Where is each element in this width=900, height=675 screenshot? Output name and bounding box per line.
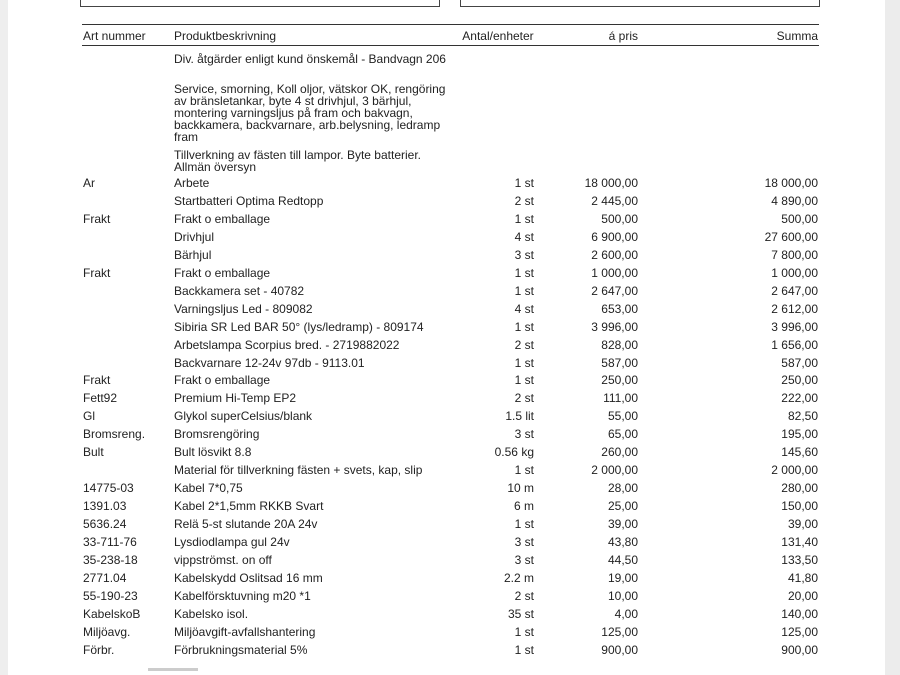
cell-sum: 27 600,00 xyxy=(764,229,818,244)
cell-qty: 1 st xyxy=(514,624,534,639)
cell-qty: 1 st xyxy=(514,211,534,226)
cell-sum: 150,00 xyxy=(781,499,818,514)
cell-price: 25,00 xyxy=(607,499,638,514)
header-art-number: Art nummer xyxy=(83,29,146,43)
cell-art: 5636.24 xyxy=(83,517,127,532)
cell-price: 653,00 xyxy=(601,301,638,316)
cell-qty: 3 st xyxy=(514,535,534,549)
cell-art: 35-238-18 xyxy=(83,552,138,567)
cell-qty: 1 st xyxy=(514,176,534,190)
cell-qty: 2.2 m xyxy=(503,570,534,585)
note-job-description: Div. åtgärder enligt kund önskemål - Bandvagn 206 xyxy=(174,52,446,66)
cell-qty: 2 st xyxy=(514,337,534,352)
cell-qty: 4 st xyxy=(514,301,534,316)
cell-qty: 3 st xyxy=(514,247,534,262)
cell-art: Gl xyxy=(83,409,95,424)
cell-price: 1 000,00 xyxy=(591,265,638,280)
cell-sum: 39,00 xyxy=(787,517,818,532)
cell-desc: Bärhjul xyxy=(174,247,212,262)
cell-qty: 1 st xyxy=(514,517,534,532)
address-box-left xyxy=(80,0,440,7)
cell-desc: Bult lösvikt 8.8 xyxy=(174,445,252,460)
cell-sum: 2 612,00 xyxy=(771,301,818,316)
cell-art: Bult xyxy=(83,445,104,460)
cell-sum: 2 647,00 xyxy=(771,283,818,298)
cell-sum: 133,50 xyxy=(781,552,818,567)
cell-sum: 140,00 xyxy=(781,606,818,621)
cell-price: 3 996,00 xyxy=(591,319,638,334)
cell-qty: 1 st xyxy=(514,463,534,478)
table-header-rule xyxy=(82,45,819,46)
cell-sum: 587,00 xyxy=(781,355,818,370)
cell-art: Frakt xyxy=(83,265,111,280)
cell-desc: Glykol superCelsius/blank xyxy=(174,409,313,424)
cell-price: 111,00 xyxy=(603,391,638,406)
cell-qty: 3 st xyxy=(514,427,534,442)
cell-desc: vippströmst. on off xyxy=(174,552,272,567)
cell-art: 55-190-23 xyxy=(83,588,138,603)
cell-desc: Kabel 7*0,75 xyxy=(174,481,243,496)
cell-sum: 250,00 xyxy=(781,373,818,388)
cell-sum: 125,00 xyxy=(781,624,818,639)
cell-price: 2 000,00 xyxy=(591,463,638,478)
cell-price: 2 445,00 xyxy=(591,193,638,208)
cell-sum: 222,00 xyxy=(781,391,818,406)
table-top-rule xyxy=(82,24,819,25)
cell-desc: Lysdiodlampa gul 24v xyxy=(174,535,290,549)
cell-price: 587,00 xyxy=(601,355,638,370)
header-description: Produktbeskrivning xyxy=(174,29,277,43)
cell-desc: Kabelsko isol. xyxy=(174,606,249,621)
cell-price: 28,00 xyxy=(607,481,638,496)
cell-sum: 41,80 xyxy=(787,570,818,585)
cell-price: 900,00 xyxy=(601,642,638,657)
cell-art: Fett92 xyxy=(83,391,118,406)
cell-qty: 4 st xyxy=(514,229,534,244)
cell-sum: 195,00 xyxy=(781,427,818,442)
cell-qty: 1 st xyxy=(514,283,534,298)
cell-desc: Kabel 2*1,5mm RKKB Svart xyxy=(174,499,324,514)
cell-price: 2 647,00 xyxy=(591,283,638,298)
address-box-right xyxy=(460,0,820,7)
cell-desc: Drivhjul xyxy=(174,229,215,244)
cell-qty: 6 m xyxy=(513,499,534,514)
cell-sum: 500,00 xyxy=(781,211,818,226)
cell-desc: Backkamera set - 40782 xyxy=(174,283,305,298)
cell-price: 55,00 xyxy=(607,409,638,424)
cell-desc: Material för tillverkning fästen + svets, kap, slip xyxy=(174,463,423,478)
cell-desc: Arbetslampa Scorpius bred. - 2719882022 xyxy=(174,337,400,352)
cell-qty: 35 st xyxy=(507,606,534,621)
viewer-margin xyxy=(885,0,900,675)
cell-art: 14775-03 xyxy=(83,481,134,496)
invoice-page xyxy=(8,0,885,675)
cell-price: 6 900,00 xyxy=(591,229,638,244)
cell-price: 125,00 xyxy=(601,624,638,639)
cell-art: 33-711-76 xyxy=(83,535,137,549)
cell-sum: 2 000,00 xyxy=(771,463,818,478)
cell-desc: Backvarnare 12-24v 97db - 9113.01 xyxy=(174,355,365,370)
cell-desc: Bromsrengöring xyxy=(174,427,260,442)
cell-qty: 1 st xyxy=(514,355,534,370)
cell-art: 1391.03 xyxy=(83,499,127,514)
cell-desc: Kabelskydd Oslitsad 16 mm xyxy=(174,570,323,585)
header-sum: Summa xyxy=(776,29,818,43)
note-fabrication: Tillverkning av fästen till lampor. Byte batterier. Allmän översyn xyxy=(174,148,421,174)
cell-sum: 20,00 xyxy=(787,588,818,603)
cell-price: 43,80 xyxy=(607,535,638,549)
note-service-details: Service, smorning, Koll oljor, vätskor OK, rengöring av bränsletankar, byte 4 st drivhjul, 3 bärhjul, montering varningsljus på fram och bakvagn, backkamera, backvarnare, arb.belysning, ledramp fram xyxy=(174,82,446,144)
cell-desc: Miljöavgift-avfallshantering xyxy=(174,624,316,639)
cell-art: Ar xyxy=(83,176,95,190)
cell-price: 10,00 xyxy=(607,588,638,603)
cell-price: 260,00 xyxy=(601,445,638,460)
cell-sum: 131,40 xyxy=(781,535,818,549)
cell-price: 39,00 xyxy=(607,517,638,532)
cell-price: 4,00 xyxy=(614,606,638,621)
cell-price: 2 600,00 xyxy=(591,247,638,262)
cell-art: KabelskoB xyxy=(83,606,141,621)
cell-desc: Förbrukningsmaterial 5% xyxy=(174,642,308,657)
cell-sum: 1 000,00 xyxy=(771,265,818,280)
cell-sum: 4 890,00 xyxy=(771,193,818,208)
cell-qty: 2 st xyxy=(514,193,534,208)
cell-sum: 145,60 xyxy=(781,445,818,460)
cell-art: Miljöavg. xyxy=(83,624,131,639)
cell-desc: Startbatteri Optima Redtopp xyxy=(174,193,324,208)
cell-sum: 1 656,00 xyxy=(771,337,818,352)
cell-price: 250,00 xyxy=(601,373,638,388)
cell-price: 19,00 xyxy=(607,570,638,585)
cell-desc: Kabelförsktuvning m20 *1 xyxy=(174,588,311,603)
page-cutoff-mark xyxy=(148,668,198,671)
cell-desc: Relä 5-st slutande 20A 24v xyxy=(174,517,318,532)
cell-sum: 900,00 xyxy=(781,642,818,657)
header-quantity: Antal/enheter xyxy=(462,29,534,43)
cell-sum: 18 000,00 xyxy=(764,176,818,190)
cell-art: 2771.04 xyxy=(83,570,127,585)
cell-sum: 3 996,00 xyxy=(771,319,818,334)
cell-qty: 1 st xyxy=(514,373,534,388)
cell-desc: Premium Hi-Temp EP2 xyxy=(174,391,297,406)
cell-price: 65,00 xyxy=(607,427,638,442)
cell-art: Frakt xyxy=(83,373,111,388)
cell-price: 44,50 xyxy=(607,552,638,567)
cell-qty: 2 st xyxy=(514,391,534,406)
cell-desc: Frakt o emballage xyxy=(174,265,271,280)
cell-sum: 7 800,00 xyxy=(771,247,818,262)
cell-desc: Frakt o emballage xyxy=(174,373,271,388)
cell-qty: 1.5 lit xyxy=(505,409,534,424)
cell-price: 18 000,00 xyxy=(584,176,638,190)
cell-qty: 3 st xyxy=(514,552,534,567)
cell-desc: Varningsljus Led - 809082 xyxy=(174,301,313,316)
cell-sum: 82,50 xyxy=(787,409,818,424)
header-unit-price: á pris xyxy=(608,29,638,43)
cell-qty: 0.56 kg xyxy=(494,445,534,460)
cell-art: Bromsreng. xyxy=(83,427,146,442)
cell-desc: Frakt o emballage xyxy=(174,211,271,226)
cell-price: 500,00 xyxy=(601,211,638,226)
cell-price: 828,00 xyxy=(601,337,638,352)
cell-qty: 10 m xyxy=(507,481,534,496)
cell-qty: 1 st xyxy=(514,319,534,334)
cell-art: Förbr. xyxy=(83,642,115,657)
cell-desc: Sibiria SR Led BAR 50° (lys/ledramp) - 809174 xyxy=(174,319,424,334)
cell-sum: 280,00 xyxy=(781,481,818,496)
cell-qty: 1 st xyxy=(514,265,534,280)
cell-art: Frakt xyxy=(83,211,111,226)
cell-qty: 2 st xyxy=(514,588,534,603)
cell-qty: 1 st xyxy=(514,642,534,657)
cell-desc: Arbete xyxy=(174,176,210,190)
